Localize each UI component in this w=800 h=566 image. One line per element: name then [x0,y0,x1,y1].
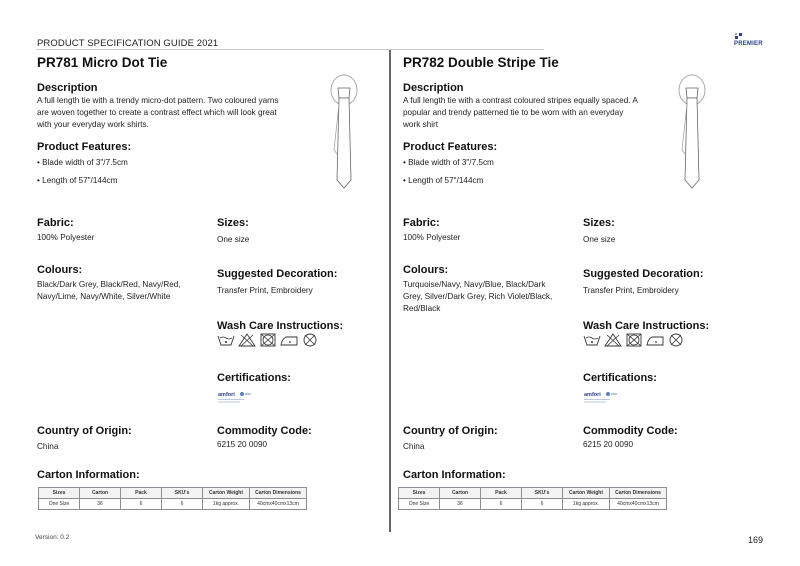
carton-column-header: Sizes [399,488,440,499]
sizes-heading: Sizes: [583,217,615,229]
fabric-value: 100% Polyester [403,233,461,242]
colours-value [403,279,552,315]
do-not-bleach-icon [238,333,256,347]
text-line: Grey, Silver/Dark Grey, Rich Violet/Black, [403,292,553,301]
carton-column-header: Carton [80,488,121,499]
features-heading: Product Features: [37,141,132,153]
description-text [403,95,638,131]
carton-cell: 6 [162,499,203,510]
carton-heading: Carton Information: [403,469,506,481]
carton-table [38,487,307,510]
page-number: 169 [748,535,764,545]
carton-cell: 36 [440,499,481,510]
fabric-heading: Fabric: [403,217,440,229]
feature-item: • Blade width of 3"/7.5cm [37,158,128,167]
wash-care-icons [583,333,685,347]
text-line: with your everyday work shirts. [37,120,149,129]
carton-heading: Carton Information: [37,469,140,481]
decoration-value: Transfer Print, Embroidery [217,286,313,295]
do-not-tumble-dry-icon [259,333,277,347]
origin-value: China [403,442,425,451]
text-line: A full length tie with a trendy micro-dot pattern. Two coloured yarns [37,96,279,105]
text-line: Navy/Lime, Navy/White, Silver/White [37,292,171,301]
carton-header-row [399,488,667,499]
colours-value [37,279,181,303]
origin-value: China [37,442,59,451]
carton-column-header: Carton Dimensions [250,488,307,499]
hand-wash-icon [217,333,235,347]
iron-low-icon [646,333,664,347]
amfori-logo [583,389,623,405]
carton-row [399,499,667,510]
text-line: are woven together to create a contrast effect which will look great [37,108,277,117]
colours-heading: Colours: [403,264,449,276]
amfori-logo [217,389,257,405]
carton-row [39,499,307,510]
carton-column-header: Pack [121,488,162,499]
commodity-heading: Commodity Code: [583,425,678,437]
commodity-value: 6215 20 0090 [217,440,268,449]
description-heading: Description [403,82,464,94]
carton-column-header: Sizes [39,488,80,499]
origin-heading: Country of Origin: [403,425,498,437]
carton-column-header: Carton Weight [203,488,250,499]
certifications-heading: Certifications: [583,372,657,384]
iron-low-icon [280,333,298,347]
carton-column-header: Carton [440,488,481,499]
logo-text: PREMIER [734,41,763,47]
carton-column-header: Carton Dimensions [610,488,667,499]
carton-cell: 6 [481,499,522,510]
description-heading: Description [37,82,98,94]
amfori-logo-text: amfori [584,392,601,398]
text-line: A full length tie with a contrast coloured stripes equally spaced. A [403,96,638,105]
origin-heading: Country of Origin: [37,425,132,437]
premier-logo [734,33,770,51]
carton-cell: 40cmx40cmx13cm [610,499,667,510]
carton-column-header: SKU's [162,488,203,499]
carton-cell: 36 [80,499,121,510]
text-line: Red/Black [403,304,441,313]
feature-item: • Blade width of 3"/7.5cm [403,158,494,167]
column-divider [389,50,391,532]
header-rule [36,49,544,50]
carton-header-row [39,488,307,499]
wash-care-icons [217,333,319,347]
feature-item: • Length of 57"/144cm [403,176,484,185]
text-line: Turquoise/Navy, Navy/Blue, Black/Dark [403,280,546,289]
tie-illustration [320,72,368,192]
carton-cell: 40cmx40cmx13cm [250,499,307,510]
fabric-heading: Fabric: [37,217,74,229]
carton-cell: 6 [522,499,563,510]
carton-cell: 1kg approx. [563,499,610,510]
sizes-value: One size [217,235,250,244]
guide-title: PRODUCT SPECIFICATION GUIDE 2021 [37,38,219,49]
fabric-value: 100% Polyester [37,233,95,242]
sizes-heading: Sizes: [217,217,249,229]
wash-care-heading: Wash Care Instructions: [583,320,710,332]
hand-wash-icon [583,333,601,347]
carton-column-header: Carton Weight [563,488,610,499]
certifications-heading: Certifications: [217,372,291,384]
description-text [37,95,279,131]
do-not-bleach-icon [604,333,622,347]
carton-column-header: SKU's [522,488,563,499]
feature-item: • Length of 57"/144cm [37,176,118,185]
carton-cell: One Size [39,499,80,510]
carton-cell: 1kg approx. [203,499,250,510]
do-not-tumble-dry-icon [625,333,643,347]
version-label: Version: 0.2 [35,534,70,541]
sizes-value: One size [583,235,616,244]
text-line: work shirt [403,120,439,129]
product-title: PR782 Double Stripe Tie [403,55,559,70]
commodity-heading: Commodity Code: [217,425,312,437]
carton-table [398,487,667,510]
commodity-value: 6215 20 0090 [583,440,634,449]
carton-cell: 6 [121,499,162,510]
decoration-heading: Suggested Decoration: [217,268,338,280]
text-line: Black/Dark Grey, Black/Red, Navy/Red, [37,280,181,289]
decoration-heading: Suggested Decoration: [583,268,704,280]
tie-illustration [668,72,716,192]
text-line: popular and trendy patterned tie to be worn with an everyday [403,108,624,117]
colours-heading: Colours: [37,264,83,276]
do-not-dry-clean-icon [301,333,319,347]
amfori-logo-text: amfori [218,392,235,398]
carton-column-header: Pack [481,488,522,499]
features-heading: Product Features: [403,141,498,153]
product-title: PR781 Micro Dot Tie [37,55,168,70]
wash-care-heading: Wash Care Instructions: [217,320,344,332]
decoration-value: Transfer Print, Embroidery [583,286,679,295]
carton-cell: One Size [399,499,440,510]
do-not-dry-clean-icon [667,333,685,347]
